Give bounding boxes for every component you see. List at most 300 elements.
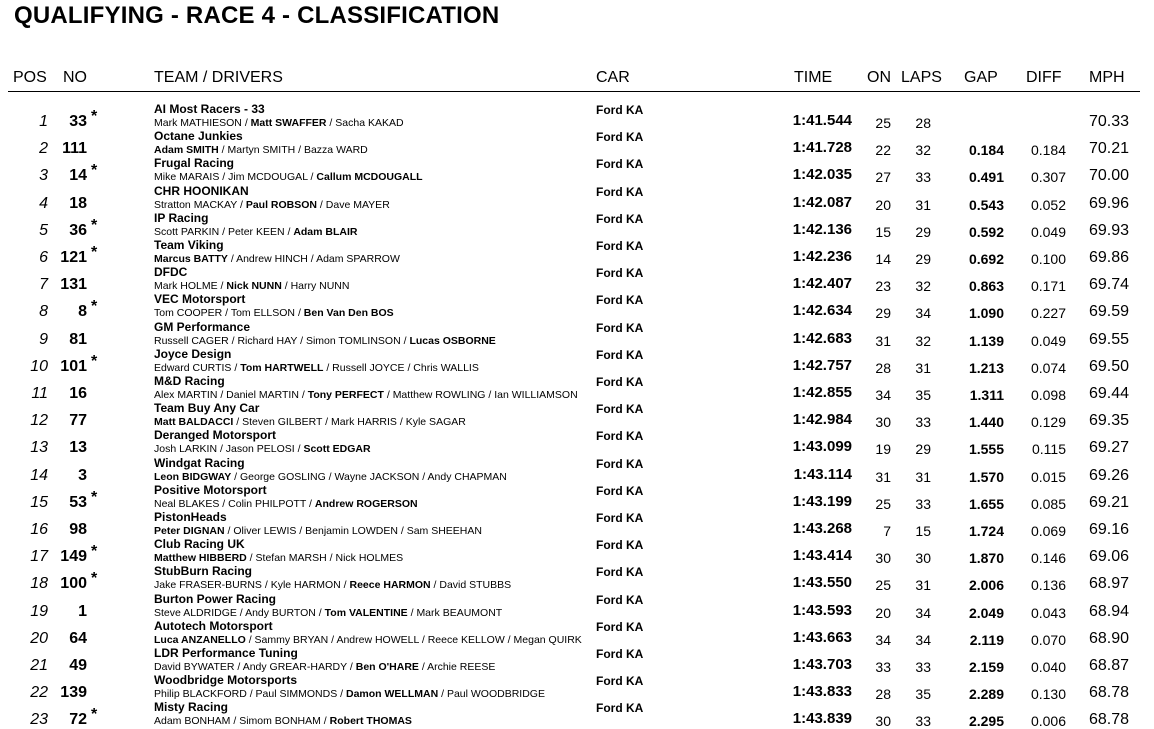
row-car: Ford KA	[596, 320, 644, 335]
table-row	[0, 103, 1154, 130]
row-drivers: Scott PARKIN / Peter KEEN / Adam BLAIR	[154, 225, 358, 238]
driver-name: Kyle HARMON	[270, 579, 341, 592]
row-time: 1:41.728	[792, 139, 852, 157]
driver-name: Lucas OSBORNE	[409, 334, 496, 347]
row-mph: 69.27	[1088, 439, 1129, 457]
row-car-number: 101	[60, 357, 87, 375]
row-car: Ford KA	[596, 130, 644, 145]
row-position: 1	[39, 113, 48, 130]
row-position: 21	[30, 657, 48, 674]
header-time: TIME	[794, 69, 833, 86]
driver-name: Megan QUIRK	[513, 633, 582, 646]
row-on-lap: 31	[875, 332, 891, 349]
row-mph: 68.78	[1088, 711, 1129, 729]
driver-name: Sammy BRYAN	[254, 633, 329, 646]
row-car-number: 131	[60, 276, 87, 294]
row-time: 1:43.593	[792, 601, 852, 619]
row-laps: 34	[915, 631, 931, 648]
row-car-number: 64	[69, 629, 87, 647]
row-position: 11	[31, 385, 48, 402]
row-laps: 29	[915, 441, 931, 458]
driver-name: Mark BEAUMONT	[416, 606, 503, 619]
row-car-number: 77	[69, 412, 87, 430]
row-diff: 0.070	[1030, 631, 1066, 648]
row-gap: 1.090	[968, 305, 1004, 322]
row-position: 20	[30, 629, 48, 647]
driver-name: Andrew HINCH	[236, 253, 308, 265]
row-team-name: LDR Performance Tuning	[154, 646, 298, 660]
header-car: CAR	[596, 69, 630, 86]
row-time: 1:42.136	[792, 220, 852, 238]
table-row	[0, 647, 1154, 674]
row-gap: 0.184	[968, 142, 1004, 159]
table-row	[0, 266, 1154, 293]
row-team-name: Team Buy Any Car	[154, 401, 260, 416]
row-mph: 69.50	[1088, 357, 1129, 375]
row-team-name: Positive Motorsport	[154, 482, 267, 497]
driver-name: Tom ELLSON	[230, 307, 296, 320]
table-row	[0, 511, 1154, 538]
table-row	[0, 239, 1154, 266]
asterisk-marker: *	[91, 162, 98, 180]
driver-name: Jim MCDOUGAL	[228, 171, 308, 184]
row-car-number: 49	[69, 657, 87, 674]
row-mph: 69.21	[1088, 493, 1129, 511]
row-mph: 69.86	[1088, 249, 1129, 266]
row-diff: 0.307	[1030, 169, 1066, 186]
row-on-lap: 31	[875, 468, 891, 485]
row-drivers: David BYWATER / Andy GREAR-HARDY / Ben O'HARE / Archie REESE	[154, 661, 496, 673]
row-team-name: Club Racing UK	[154, 537, 245, 552]
header-diff: DIFF	[1026, 69, 1062, 86]
row-car: Ford KA	[596, 266, 644, 281]
table-row	[0, 701, 1154, 728]
row-on-lap: 28	[875, 359, 891, 376]
row-car: Ford KA	[596, 647, 644, 661]
driver-name: Chris WALLIS	[413, 361, 479, 374]
row-car-number: 121	[60, 249, 87, 266]
driver-name: Scott PARKIN	[154, 225, 220, 238]
table-row	[0, 293, 1154, 320]
driver-name: Peter DIGNAN	[154, 525, 225, 537]
row-car: Ford KA	[596, 239, 644, 253]
driver-name: Stratton MACKAY	[154, 198, 238, 211]
driver-name: Neal BLAKES	[154, 497, 220, 510]
table-row	[0, 620, 1154, 647]
row-team-name: StubBurn Racing	[154, 564, 252, 579]
row-diff: 0.052	[1030, 196, 1066, 213]
row-car-number: 14	[69, 167, 87, 185]
row-gap: 1.139	[968, 332, 1004, 349]
row-position: 8	[39, 303, 48, 321]
table-row	[0, 212, 1154, 239]
row-car-number: 81	[69, 330, 87, 348]
row-team-name: Joyce Design	[154, 346, 232, 361]
table-row	[0, 130, 1154, 157]
row-car: Ford KA	[596, 402, 644, 417]
row-position: 10	[30, 357, 48, 375]
driver-name: Adam BLAIR	[293, 225, 358, 238]
driver-name: David STUBBS	[439, 579, 512, 592]
driver-name: Tony PERFECT	[307, 389, 384, 401]
row-laps: 31	[915, 196, 931, 213]
row-time: 1:42.035	[792, 166, 852, 184]
driver-name: Ian WILLIAMSON	[494, 389, 578, 401]
header-mph: MPH	[1089, 69, 1125, 86]
driver-name: Andy CHAPMAN	[427, 470, 507, 483]
row-on-lap: 23	[875, 278, 891, 295]
row-position: 7	[39, 276, 48, 294]
row-car: Ford KA	[596, 211, 644, 226]
table-row	[0, 185, 1154, 212]
table-row	[0, 429, 1154, 456]
row-laps: 15	[915, 523, 931, 539]
driver-name: Harry NUNN	[290, 280, 350, 293]
table-row	[0, 375, 1154, 402]
driver-name: Matthew ROWLING	[392, 389, 486, 401]
row-laps: 29	[915, 223, 931, 240]
driver-name: Reece KELLOW	[427, 633, 505, 646]
row-mph: 68.90	[1088, 629, 1129, 647]
row-time: 1:43.550	[792, 574, 852, 592]
driver-name: Archie REESE	[427, 661, 496, 673]
driver-name: Tom HARTWELL	[240, 361, 324, 374]
row-gap: 1.555	[968, 441, 1004, 458]
driver-name: Andrew HOWELL	[336, 633, 419, 646]
driver-name: Scott EDGAR	[303, 443, 371, 456]
row-car: Ford KA	[596, 184, 644, 199]
driver-name: Mark HOLME	[154, 280, 218, 293]
row-drivers: Russell CAGER / Richard HAY / Simon TOMLINSON / Lucas OSBORNE	[154, 334, 496, 347]
row-diff: 0.136	[1030, 577, 1066, 594]
row-team-name: Autotech Motorsport	[154, 618, 273, 633]
row-laps: 31	[915, 359, 931, 376]
header-team-drivers: TEAM / DRIVERS	[154, 69, 283, 86]
driver-name: Luca ANZANELLO	[154, 633, 246, 646]
row-gap: 0.491	[968, 169, 1004, 186]
row-on-lap: 25	[875, 115, 891, 131]
row-on-lap: 15	[875, 223, 891, 240]
row-position: 16	[30, 521, 48, 538]
driver-name: Nick NUNN	[226, 280, 282, 293]
driver-name: Paul SIMMONDS	[255, 688, 338, 701]
asterisk-marker: *	[91, 543, 98, 561]
row-gap: 1.870	[968, 550, 1004, 567]
row-on-lap: 19	[875, 441, 891, 458]
asterisk-marker: *	[91, 216, 98, 234]
row-drivers: Peter DIGNAN / Oliver LEWIS / Benjamin LOWDEN / Sam SHEEHAN	[154, 525, 482, 537]
driver-name: Daniel MARTIN	[226, 389, 299, 401]
table-row	[0, 157, 1154, 184]
header-divider	[8, 91, 1140, 92]
row-laps: 31	[915, 468, 931, 485]
row-car: Ford KA	[596, 347, 644, 362]
row-on-lap: 34	[875, 387, 891, 403]
row-team-name: Frugal Racing	[154, 156, 235, 171]
row-position: 22	[30, 684, 48, 702]
row-time: 1:43.268	[792, 520, 852, 537]
row-gap: 1.440	[968, 414, 1004, 431]
row-diff: 0.130	[1030, 686, 1066, 703]
row-laps: 33	[915, 713, 931, 729]
asterisk-marker: *	[91, 244, 98, 261]
row-time: 1:43.199	[792, 492, 852, 510]
row-laps: 32	[915, 142, 931, 159]
row-team-name: VEC Motorsport	[154, 292, 246, 307]
row-mph: 69.35	[1088, 412, 1129, 430]
driver-name: Andy GREAR-HARDY	[242, 661, 347, 673]
asterisk-marker: *	[91, 298, 98, 316]
driver-name: Stefan MARSH	[255, 552, 327, 565]
driver-name: Adam SMITH	[154, 144, 219, 157]
driver-name: Alex MARTIN	[154, 389, 218, 401]
row-on-lap: 30	[875, 550, 891, 567]
row-position: 3	[39, 167, 48, 185]
table-row	[0, 348, 1154, 375]
row-laps: 35	[915, 686, 931, 703]
row-car-number: 36	[69, 221, 87, 239]
row-time: 1:43.114	[793, 465, 852, 483]
row-time: 1:43.099	[792, 438, 852, 456]
driver-name: Robert THOMAS	[329, 715, 412, 728]
driver-name: Martyn SMITH	[227, 144, 296, 157]
row-on-lap: 29	[875, 305, 891, 322]
row-car-number: 8	[78, 303, 87, 321]
row-time: 1:43.833	[792, 683, 852, 701]
row-time: 1:42.683	[792, 329, 852, 347]
row-on-lap: 22	[875, 142, 891, 159]
row-time: 1:42.236	[792, 248, 852, 265]
row-car-number: 1	[78, 602, 87, 620]
row-mph: 69.16	[1088, 521, 1129, 538]
row-gap: 1.213	[968, 359, 1004, 376]
row-diff: 0.074	[1030, 359, 1066, 376]
row-diff: 0.227	[1030, 305, 1066, 322]
table-row	[0, 593, 1154, 620]
row-car-number: 18	[69, 194, 87, 212]
row-drivers: Jake FRASER-BURNS / Kyle HARMON / Reece HARMON / David STUBBS	[154, 579, 512, 592]
row-position: 17	[30, 548, 48, 566]
row-gap: 1.655	[968, 495, 1004, 512]
driver-name: Edward CURTIS	[154, 361, 232, 374]
driver-name: Kyle SAGAR	[405, 416, 466, 429]
row-laps: 32	[915, 278, 931, 295]
row-team-name: AI Most Racers - 33	[154, 102, 265, 116]
row-team-name: Misty Racing	[154, 700, 229, 715]
driver-name: Matt BALDACCI	[154, 416, 234, 429]
driver-name: George GOSLING	[239, 470, 326, 483]
row-diff: 0.006	[1030, 713, 1066, 729]
row-drivers: Neal BLAKES / Colin PHILPOTT / Andrew ROGERSON	[154, 497, 418, 510]
row-position: 4	[39, 194, 48, 212]
driver-name: Jason PELOSI	[225, 443, 295, 456]
row-laps: 35	[915, 387, 931, 403]
row-gap: 2.006	[968, 577, 1004, 594]
row-drivers: Josh LARKIN / Jason PELOSI / Scott EDGAR	[154, 443, 371, 456]
row-team-name: PistonHeads	[154, 510, 227, 524]
driver-name: Adam BONHAM	[154, 715, 231, 728]
asterisk-marker: *	[91, 488, 98, 506]
row-car: Ford KA	[596, 293, 644, 308]
driver-name: Sam SHEEHAN	[406, 525, 482, 537]
row-laps: 28	[915, 115, 931, 131]
row-gap: 2.049	[968, 604, 1004, 621]
row-on-lap: 20	[875, 196, 891, 213]
row-team-name: CHR HOONIKAN	[154, 183, 249, 198]
row-time: 1:43.703	[792, 656, 852, 673]
row-diff: 0.085	[1030, 495, 1066, 512]
row-mph: 69.74	[1088, 276, 1129, 294]
header-laps: LAPS	[901, 69, 942, 86]
row-on-lap: 25	[875, 577, 891, 594]
row-car: Ford KA	[596, 565, 644, 580]
row-car: Ford KA	[596, 619, 644, 634]
row-car: Ford KA	[596, 511, 644, 525]
driver-name: Dave MAYER	[325, 198, 390, 211]
row-mph: 70.00	[1088, 167, 1129, 185]
row-car: Ford KA	[596, 375, 644, 389]
row-drivers: Steve ALDRIDGE / Andy BURTON / Tom VALENTINE / Mark BEAUMONT	[154, 606, 503, 619]
row-on-lap: 30	[875, 414, 891, 431]
row-car: Ford KA	[596, 592, 644, 607]
row-laps: 32	[915, 332, 931, 349]
row-on-lap: 28	[875, 686, 891, 703]
driver-name: Andrew ROGERSON	[314, 497, 418, 510]
row-car: Ford KA	[596, 483, 644, 498]
driver-name: Bazza WARD	[303, 144, 368, 157]
driver-name: Damon WELLMAN	[346, 688, 439, 701]
row-diff: 0.146	[1030, 550, 1066, 567]
page-title: QUALIFYING - RACE 4 - CLASSIFICATION	[14, 2, 500, 29]
row-on-lap: 34	[875, 631, 891, 648]
row-mph: 69.55	[1088, 330, 1129, 348]
row-laps: 33	[915, 495, 931, 512]
row-mph: 69.06	[1088, 548, 1129, 566]
row-mph: 68.94	[1088, 602, 1129, 620]
table-row	[0, 674, 1154, 701]
header-on: ON	[867, 69, 891, 86]
row-laps: 31	[915, 577, 931, 594]
row-team-name: Deranged Motorsport	[154, 428, 277, 443]
row-on-lap: 25	[875, 495, 891, 512]
row-diff: 0.015	[1030, 468, 1066, 485]
row-drivers: Leon BIDGWAY / George GOSLING / Wayne JACKSON / Andy CHAPMAN	[154, 470, 507, 483]
driver-name: Russell CAGER	[154, 334, 229, 347]
row-car-number: 100	[60, 575, 87, 593]
row-position: 18	[30, 575, 48, 593]
row-diff: 0.043	[1030, 604, 1066, 621]
row-time: 1:42.855	[792, 384, 852, 401]
row-car-number: 13	[69, 439, 87, 457]
asterisk-marker: *	[91, 352, 98, 370]
driver-name: Callum MCDOUGALL	[316, 171, 423, 184]
row-car: Ford KA	[596, 456, 644, 471]
row-gap: 1.311	[969, 387, 1004, 403]
driver-name: Ben Van Den BOS	[303, 307, 394, 320]
driver-name: Benjamin LOWDEN	[305, 525, 398, 537]
driver-name: Peter KEEN	[227, 225, 285, 238]
driver-name: Mike MARAIS	[154, 171, 220, 184]
row-laps: 29	[915, 251, 931, 267]
row-time: 1:42.757	[792, 356, 852, 374]
row-position: 2	[39, 140, 48, 158]
row-laps: 34	[915, 604, 931, 621]
row-diff: 0.069	[1030, 523, 1066, 539]
row-on-lap: 7	[883, 523, 891, 539]
driver-name: Simon TOMLINSON	[305, 334, 401, 347]
table-row	[0, 457, 1154, 484]
row-laps: 30	[915, 550, 931, 567]
row-mph: 70.33	[1088, 113, 1129, 130]
row-position: 6	[39, 249, 48, 266]
driver-name: Philip BLACKFORD	[154, 688, 247, 701]
driver-name: Oliver LEWIS	[233, 525, 297, 537]
row-car: Ford KA	[596, 429, 644, 444]
row-drivers: Mike MARAIS / Jim MCDOUGAL / Callum MCDOUGALL	[154, 171, 423, 184]
header-no: NO	[63, 69, 87, 86]
row-position: 5	[39, 221, 48, 239]
row-diff: 0.129	[1030, 414, 1066, 431]
row-gap: 2.289	[968, 686, 1004, 703]
table-row	[0, 484, 1154, 511]
row-laps: 34	[915, 305, 931, 322]
driver-name: Tom COOPER	[154, 307, 223, 320]
row-on-lap: 14	[875, 251, 891, 267]
row-car-number: 16	[69, 385, 87, 402]
row-time: 1:43.663	[792, 628, 852, 646]
row-diff: 0.115	[1032, 441, 1066, 458]
row-gap: 1.570	[968, 468, 1004, 485]
row-mph: 69.59	[1088, 303, 1129, 321]
row-mph: 70.21	[1088, 140, 1129, 158]
row-drivers: Matthew HIBBERD / Stefan MARSH / Nick HOLMES	[154, 552, 404, 565]
driver-name: Wayne JACKSON	[334, 470, 420, 483]
row-gap: 1.724	[968, 523, 1004, 539]
driver-name: Steven GILBERT	[242, 416, 323, 429]
row-on-lap: 27	[875, 169, 891, 186]
row-time: 1:43.839	[792, 710, 852, 728]
driver-name: Mark HARRIS	[331, 416, 397, 429]
driver-name: Mark MATHIESON	[154, 117, 242, 129]
row-laps: 33	[915, 659, 931, 675]
row-laps: 33	[915, 414, 931, 431]
row-diff: 0.049	[1030, 332, 1066, 349]
driver-name: Russell JOYCE	[332, 361, 405, 374]
driver-name: Sacha KAKAD	[335, 117, 404, 129]
row-team-name: DFDC	[154, 265, 188, 280]
row-team-name: Octane Junkies	[154, 129, 243, 144]
row-car-number: 149	[60, 548, 87, 566]
driver-name: Andy BURTON	[245, 606, 316, 619]
row-mph: 69.26	[1088, 466, 1129, 484]
driver-name: Steve ALDRIDGE	[154, 606, 237, 619]
row-car: Ford KA	[596, 103, 644, 117]
row-mph: 69.44	[1088, 385, 1129, 402]
row-mph: 68.87	[1088, 657, 1129, 674]
driver-name: Adam SPARROW	[316, 253, 400, 265]
row-on-lap: 33	[875, 659, 891, 675]
table-row	[0, 321, 1154, 348]
row-position: 14	[30, 466, 48, 484]
row-mph: 69.96	[1088, 194, 1129, 212]
row-gap: 0.863	[968, 278, 1004, 295]
asterisk-marker: *	[91, 108, 98, 125]
row-car-number: 111	[62, 140, 87, 158]
row-team-name: IP Racing	[154, 210, 209, 225]
row-team-name: M&D Racing	[154, 374, 225, 388]
row-gap: 2.295	[968, 713, 1004, 729]
row-position: 12	[30, 412, 48, 430]
